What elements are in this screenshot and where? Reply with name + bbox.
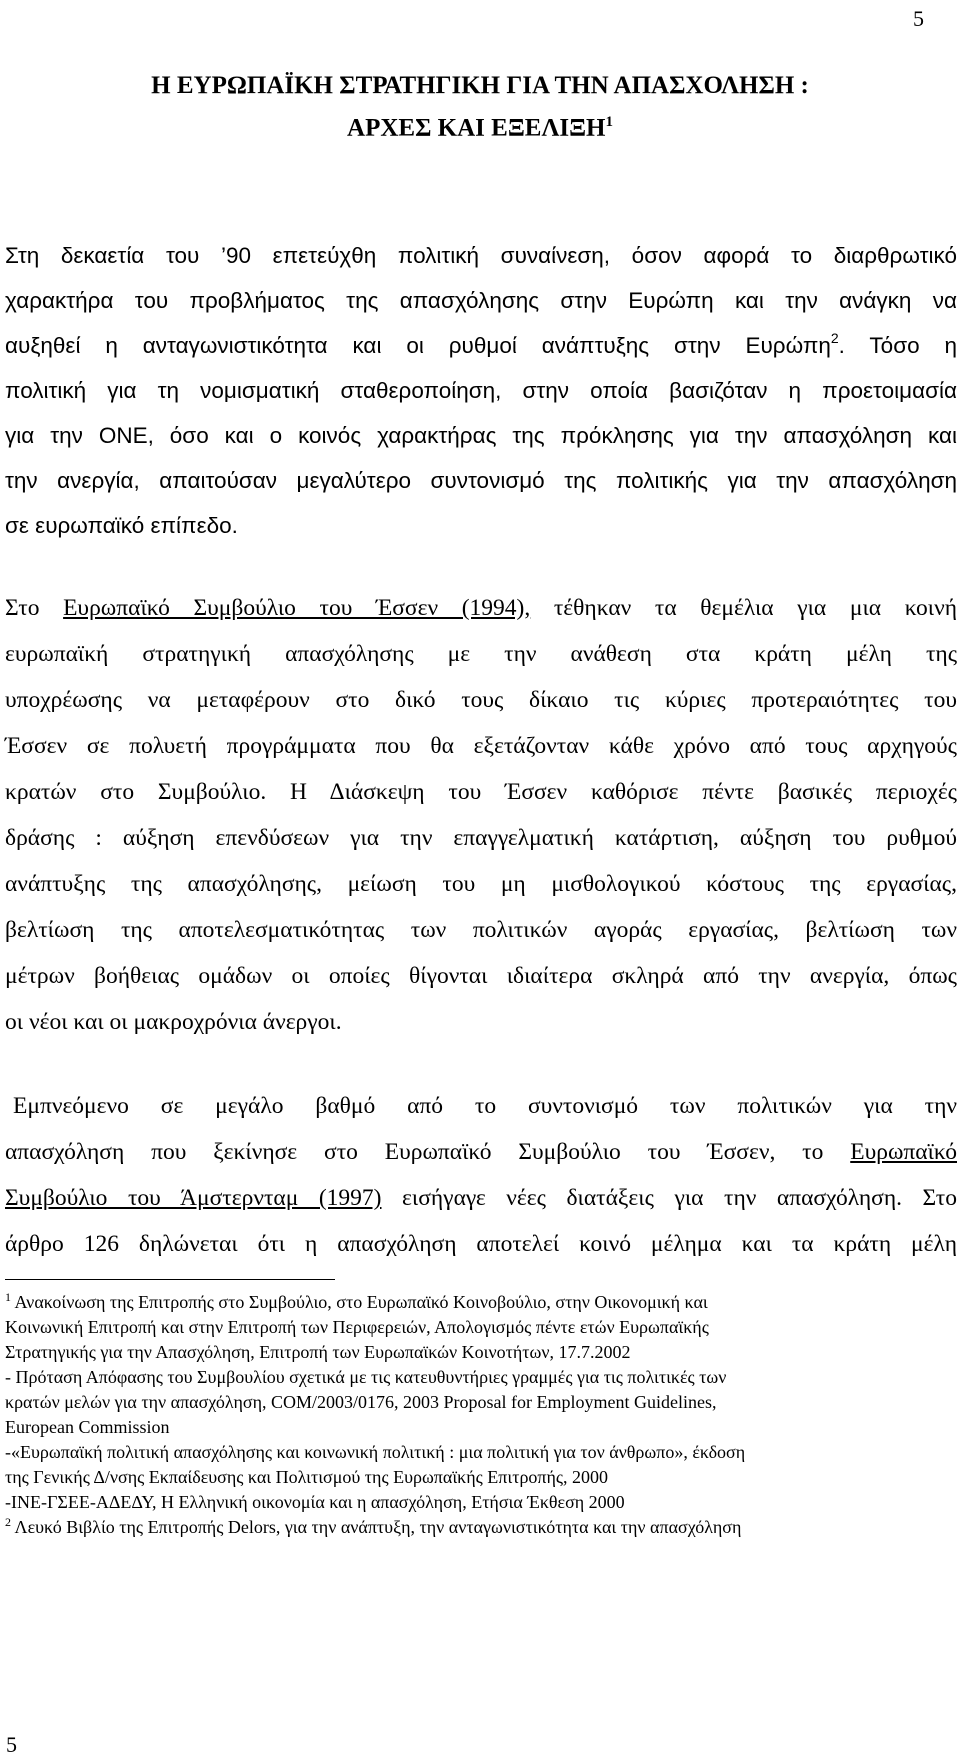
footnote-text: Λευκό Βιβλίο της Επιτροπής Delors, για την ανάπτυξη, την ανταγωνιστικότητα και την απασχόληση [14, 1517, 742, 1537]
para2-text: Στο [5, 595, 40, 621]
para1-text: . Τόσο η [838, 333, 958, 358]
para1-line [5, 321, 957, 371]
para1-line: σε ευρωπαϊκό επίπεδο. [5, 513, 238, 538]
para2-line: κρατών στο Συμβούλιο. Η Διάσκεψη του Έσσεν καθόρισε πέντε βασικές περιοχές [5, 779, 957, 805]
footnote-mark-1: 1 [5, 1290, 11, 1304]
link-amsterdam-council: Ευρωπαϊκό [850, 1139, 957, 1165]
para3-line [5, 1127, 957, 1177]
para2-line: υποχρέωσης να μεταφέρουν στο δικό τους δίκαιο τις κύριες προτεραιότητες του [5, 687, 957, 713]
page-number-bottom: 5 [6, 1732, 17, 1757]
footnote-line: -ΙΝΕ-ΓΣΕΕ-ΑΔΕΔΥ, Η Ελληνική οικονομία και η απασχόληση, Ετήσια Έκθεση 2000 [5, 1492, 625, 1512]
para3-line: Εμπνεόμενο σε μεγάλο βαθμό από το συντονισμό των πολιτικών για την [13, 1093, 957, 1119]
subtitle-text: ΑΡΧΕΣ ΚΑΙ ΕΞΕΛΙΞΗ [347, 114, 606, 142]
para3-text: απασχόληση που ξεκίνησε στο Ευρωπαϊκό Συμβούλιο του Έσσεν, το [5, 1139, 824, 1165]
para1-line: Στη δεκαετία του ’90 επετεύχθη πολιτική συναίνεση, όσον αφορά το διαρθρωτικό [5, 243, 957, 268]
para2-line: ανάπτυξης της απασχόλησης, μείωση του μη μισθολογικού κόστους της εργασίας, [5, 871, 957, 897]
footnote-ref-1: 1 [605, 114, 613, 130]
link-amsterdam-council-cont: Συμβούλιο του Άμστερνταμ (1997) [5, 1185, 382, 1211]
para3-text: εισήγαγε νέες διατάξεις για την απασχόληση. Στο [402, 1185, 958, 1211]
para2-line [5, 583, 957, 633]
para1-line: πολιτική για τη νομισματική σταθεροποίηση, στην οποία βασιζόταν η προετοιμασία [5, 378, 957, 403]
para1-line: χαρακτήρα του προβλήματος της απασχόλησης στην Ευρώπη και την ανάγκη να [5, 288, 957, 313]
footnote-mark-2: 2 [5, 1515, 11, 1529]
footnote-separator [5, 1279, 335, 1280]
footnote-line: Στρατηγικής για την Απασχόληση, Επιτροπή των Ευρωπαϊκών Κοινοτήτων, 17.7.2002 [5, 1342, 631, 1362]
footnote-line: της Γενικής Δ/νσης Εκπαίδευσης και Πολιτισμού της Ευρωπαϊκής Επιτροπής, 2000 [5, 1467, 609, 1487]
footnote-line: κρατών μελών για την απασχόληση, COM/2003/0176, 2003 Proposal for Employment Guidelines, [5, 1392, 717, 1412]
para3-line [5, 1173, 957, 1223]
para2-line: Έσσεν σε πολυετή προγράμματα που θα εξετάζονταν κάθε χρόνο από τους αρχηγούς [5, 733, 957, 759]
page-subtitle [0, 114, 960, 142]
page-number-top: 5 [913, 6, 924, 31]
para1-line: για την ΟΝΕ, όσο και ο κοινός χαρακτήρας της πρόκλησης για την απασχόληση και [5, 423, 957, 448]
para1-line: την ανεργία, απαιτούσαν μεγαλύτερο συντονισμό της πολιτικής για την απασχόληση [5, 468, 957, 493]
para2-line: ευρωπαϊκή στρατηγική απασχόλησης με την ανάθεση στα κράτη μέλη της [5, 641, 957, 667]
para2-line: βελτίωση της αποτελεσματικότητας των πολιτικών αγοράς εργασίας, βελτίωση των [5, 917, 957, 943]
link-essen-council: Ευρωπαϊκό Συμβούλιο του Έσσεν (1994), [63, 595, 531, 621]
para3-line: άρθρο 126 δηλώνεται ότι η απασχόληση αποτελεί κοινό μέλημα και τα κράτη μέλη [5, 1231, 957, 1257]
para2-line: οι νέοι και οι μακροχρόνια άνεργοι. [5, 1009, 342, 1035]
footnote-line [5, 1290, 955, 1315]
para2-text: τέθηκαν τα θεμέλια για μια κοινή [553, 595, 958, 621]
para1-text: αυξηθεί η ανταγωνιστικότητα και οι ρυθμοί ανάπτυξης στην Ευρώπη [5, 333, 831, 358]
para2-line: μέτρων βοήθειας ομάδων οι οποίες θίγονται ιδιαίτερα σκληρά από την ανεργία, όπως [5, 963, 957, 989]
footnote-line [5, 1515, 955, 1540]
footnote-line: European Commission [5, 1417, 170, 1437]
page-title: Η ΕΥΡΩΠΑΪΚΗ ΣΤΡΑΤΗΓΙΚΗ ΓΙΑ ΤΗΝ ΑΠΑΣΧΟΛΗΣΗ : [151, 72, 809, 99]
footnote-line: -«Ευρωπαϊκή πολιτική απασχόλησης και κοινωνική πολιτική : μια πολιτική για τον άνθρωπο», έκδοση [5, 1442, 746, 1462]
footnote-line: Κοινωνική Επιτροπή και στην Επιτροπή των Περιφερειών, Απολογισμός πέντε ετών Ευρωπαϊκής [5, 1317, 709, 1337]
footnote-line: - Πρόταση Απόφασης του Συμβουλίου σχετικά με τις κατευθυντήριες γραμμές για τις πολιτικές των [5, 1367, 727, 1387]
footnote-text: Ανακοίνωση της Επιτροπής στο Συμβούλιο, στο Ευρωπαϊκό Κοινοβούλιο, στην Οικονομική και [14, 1292, 708, 1312]
para2-line: δράσης : αύξηση επενδύσεων για την επαγγελματική κατάρτιση, αύξηση του ρυθμού [5, 825, 957, 851]
footnote-ref-2: 2 [830, 330, 839, 346]
